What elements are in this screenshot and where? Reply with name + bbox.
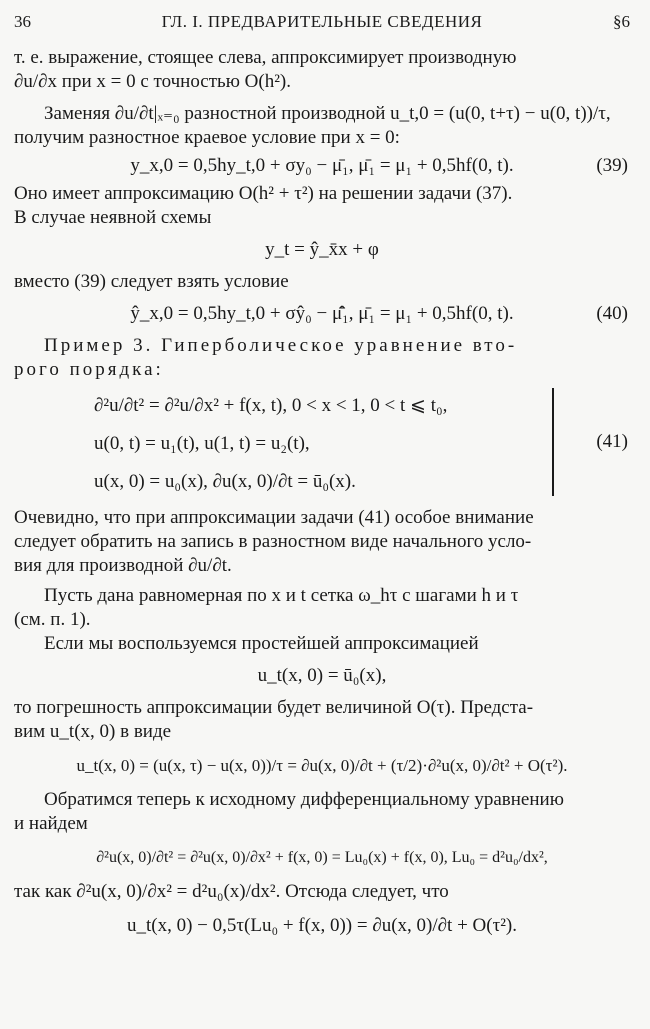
page-number: 36 xyxy=(14,12,31,31)
equation-40 xyxy=(14,302,630,326)
text-line: вим u_t(x, 0) в виде xyxy=(14,721,172,742)
page xyxy=(14,10,630,948)
chapter-title: ГЛ. I. ПРЕДВАРИТЕЛЬНЫЕ СВЕДЕНИЯ xyxy=(161,12,483,31)
text-line: то погрешность аппроксимации будет величиной O(τ). Предста- xyxy=(14,697,534,718)
system-brace xyxy=(546,388,554,496)
equation-body: ∂²u(x, 0)/∂t² = ∂²u(x, 0)/∂x² + f(x, 0) = Lu₀(x) + f(x, 0), Lu₀ = d²u₀/dx², xyxy=(96,849,548,866)
equation-body: ŷ_x,0 = 0,5hy_t,0 + σŷ₀ − μ̂̄₁, μ̄₁ = μ₁ + 0,5hf(0, t). xyxy=(130,303,514,324)
text-line: так как ∂²u(x, 0)/∂x² = d²u₀(x)/dx². Отсюда следует, что xyxy=(14,881,449,902)
equation-number: (41) xyxy=(596,431,628,452)
text-line: вместо (39) следует взять условие xyxy=(14,271,289,292)
text-line: рого порядка: xyxy=(14,359,164,380)
equation-body: u_t(x, 0) = (u(x, τ) − u(x, 0))/τ = ∂u(x, 0)/∂t + (τ/2)·∂²u(x, 0)/∂t² + O(τ²). xyxy=(76,756,568,775)
text-line: следует обратить на запись в разностном виде начального усло- xyxy=(14,531,532,552)
system-line: u(0, t) = u₁(t), u(1, t) = u₂(t), xyxy=(94,433,310,454)
text-line: ∂u/∂x при x = 0 с точностью O(h²). xyxy=(14,71,291,92)
equation-taylor xyxy=(14,754,630,778)
text-line: (см. п. 1). xyxy=(14,609,91,630)
text-line: Заменяя ∂u/∂t|ₓ₌₀ разностной производной u_t,0 = (u(0, t+τ) − u(0, t))/τ, xyxy=(44,103,611,124)
equation-diff xyxy=(14,846,630,870)
system-line: u(x, 0) = u₀(x), ∂u(x, 0)/∂t = ū₀(x). xyxy=(94,471,356,492)
equation-body: y_t = ŷ_x̄x + φ xyxy=(265,239,379,260)
system-line: ∂²u/∂t² = ∂²u/∂x² + f(x, t), 0 < x < 1, 0 < t ⩽ t₀, xyxy=(94,395,448,416)
equation-number: (40) xyxy=(596,303,628,324)
equation-number: (39) xyxy=(596,155,628,176)
text-line: вия для производной ∂u/∂t. xyxy=(14,555,232,576)
equation-body: u_t(x, 0) = ū₀(x), xyxy=(257,665,387,686)
equation-system-41 xyxy=(14,386,630,502)
text-line: Очевидно, что при аппроксимации задачи (41) особое внимание xyxy=(14,507,534,528)
equation-body: y_x,0 = 0,5hy_t,0 + σy₀ − μ̄₁, μ̄₁ = μ₁ + 0,5hf(0, t). xyxy=(130,155,514,176)
equation-scheme xyxy=(14,238,630,262)
equation-simple xyxy=(14,664,630,688)
equation-39 xyxy=(14,154,630,178)
text-line: Пусть дана равномерная по x и t сетка ω_hτ с шагами h и τ xyxy=(44,585,519,606)
equation-final xyxy=(14,914,630,938)
example-heading: Пример 3. Гиперболическое уравнение вто- xyxy=(44,335,518,356)
running-header xyxy=(14,10,630,36)
text-line: Оно имеет аппроксимацию O(h² + τ²) на решении задачи (37). xyxy=(14,183,513,204)
section-mark: §6 xyxy=(613,12,630,31)
text-line: Если мы воспользуемся простейшей аппроксимацией xyxy=(44,633,479,654)
text-line: и найдем xyxy=(14,813,88,834)
equation-body: u_t(x, 0) − 0,5τ(Lu₀ + f(x, 0)) = ∂u(x, 0)/∂t + O(τ²). xyxy=(127,915,517,936)
text-line: т. е. выражение, стоящее слева, аппроксимирует производную xyxy=(14,47,517,68)
text-line: В случае неявной схемы xyxy=(14,207,212,228)
text-line: получим разностное краевое условие при x = 0: xyxy=(14,127,400,148)
text-line: Обратимся теперь к исходному дифференциальному уравнению xyxy=(44,789,564,810)
